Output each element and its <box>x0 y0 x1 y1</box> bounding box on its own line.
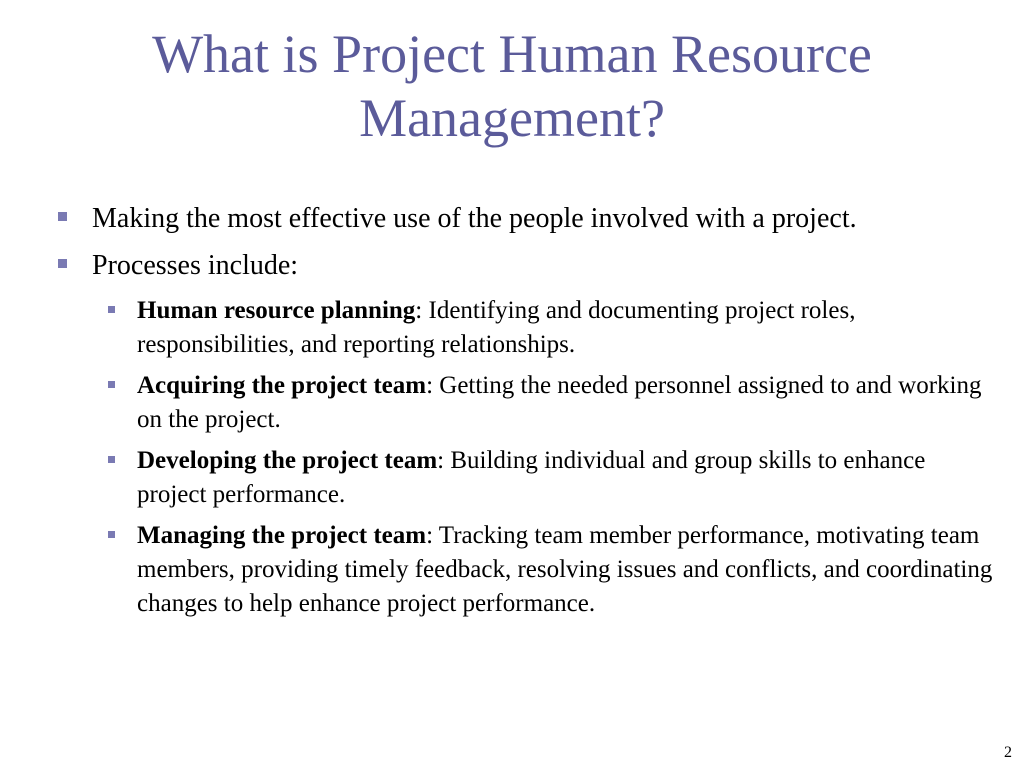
square-bullet-icon <box>108 456 115 463</box>
sub-bullet-description: : Tracking team member performance, motivating team members, providing timely feedback, resolving issues and conflicts, and coordinating changes to help enhance project performance. <box>137 522 993 617</box>
bullet-item <box>56 200 996 237</box>
square-bullet-icon <box>108 381 115 388</box>
square-bullet-icon <box>108 531 115 538</box>
sub-bullet-description: : Identifying and documenting project roles, responsibilities, and reporting relationships. <box>137 297 856 358</box>
sub-bullet-description: : Building individual and group skills to enhance project performance. <box>137 447 926 508</box>
sub-bullet-item <box>56 519 996 621</box>
square-bullet-icon <box>108 306 115 313</box>
sub-bullet-description: : Getting the needed personnel assigned to and working on the project. <box>137 372 982 433</box>
square-bullet-icon <box>58 259 67 268</box>
square-bullet-icon <box>58 212 67 221</box>
sub-bullet-item <box>56 294 996 362</box>
sub-bullet-term: Developing the project team <box>137 447 438 474</box>
slide-title: What is Project Human Resource Management? <box>152 24 872 148</box>
sub-bullet-term: Acquiring the project team <box>137 372 427 399</box>
sub-bullet-term: Managing the project team <box>137 522 427 549</box>
sub-bullet-item <box>56 444 996 512</box>
sub-bullet-item <box>56 369 996 437</box>
slide-body <box>56 200 996 628</box>
sub-bullet-list <box>56 294 996 621</box>
bullet-item <box>56 247 996 284</box>
bullet-text: Making the most effective use of the people involved with a project. <box>92 203 857 234</box>
bullet-text: Processes include: <box>92 250 299 281</box>
page-number: 2 <box>1004 744 1012 761</box>
sub-bullet-term: Human resource planning <box>137 297 416 324</box>
